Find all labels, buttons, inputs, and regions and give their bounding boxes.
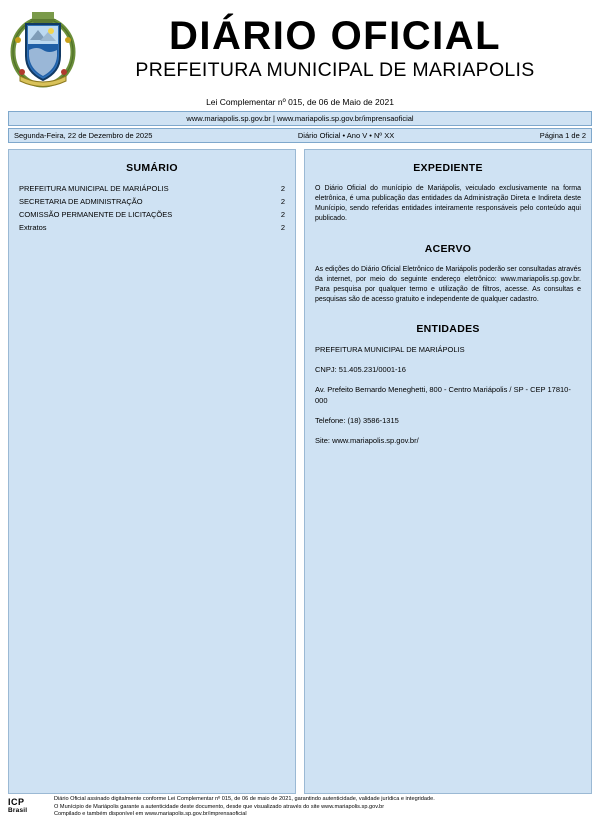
sumario-item-page: 2 [280,223,285,233]
edition-meta-bar [8,128,592,143]
sumario-item-title: PREFEITURA MUNICIPAL DE MARIÁPOLIS [19,184,169,193]
icp-bottom-label: Brasil [8,807,28,815]
footer-line-1: Diário Oficial assinado digitalmente conforme Lei Complementar nº 015, de 06 de maio de 2021, garantindo autenticidade, validade jurídica e integridade. [54,796,435,803]
footer-text [54,796,592,819]
entidade-phone: Telefone: (18) 3586-1315 [315,415,399,425]
page-title: DIÁRIO OFICIAL [168,13,502,58]
sumario-item-title: SECRETARIA DE ADMINISTRAÇÃO [19,197,143,207]
publication-date: Segunda-Feira, 22 de Dezembro de 2025 [14,131,153,140]
footer [8,796,592,819]
icp-brasil-seal-icon [8,796,48,814]
sumario-item-page: 2 [280,210,285,220]
entidade-address: Av. Prefeito Bernardo Meneghetti, 800 - Centro Mariápolis / SP - CEP 17810-000 [315,384,571,405]
sumario-heading: SUMÁRIO [126,162,178,174]
acervo-heading: ACERVO [424,242,472,255]
masthead-text [76,13,590,82]
sumario-panel [8,149,296,794]
entidade-cnpj: CNPJ: 51.405.231/0001-16 [315,365,406,374]
page-number: Página 1 de 2 [539,131,586,140]
sumario-list [19,184,285,234]
expediente-panel [304,149,592,794]
icp-top-label: ICP [8,797,25,808]
masthead [8,6,592,90]
list-item[interactable] [19,210,285,220]
coat-of-arms-icon [10,10,76,88]
sumario-item-title: Extratos [19,223,47,233]
list-item[interactable] [19,223,285,233]
sumario-item-title: COMISSÃO PERMANENTE DE LICITAÇÕES [19,210,173,220]
list-item[interactable] [19,197,285,207]
edition-label: Diário Oficial • Ano V • Nº XX [297,131,395,140]
expediente-text: O Diário Oficial do munícipio de Mariápolis, veiculado exclusivamente na forma eletrônica, é uma publicação das entidades da Administração Direta e Indireta deste Munícipio, sendo referidas entidades inteiramente responsáveis pelo conteúdo aqui publicado. [315,185,581,223]
website-url-bar: www.mariapolis.sp.gov.br | www.mariapolis.sp.gov.br/imprensaoficial [8,111,592,126]
sumario-item-page: 2 [280,184,285,193]
footer-line-2: O Munícipio de Mariápolis garante a autenticidade deste documento, desde que visualizado através do site www.mariapolis.sp.gov.br [54,803,385,810]
expediente-heading: EXPEDIENTE [413,162,483,174]
entidade-site[interactable]: Site: www.mariapolis.sp.gov.br/ [315,435,419,445]
entidade-name: PREFEITURA MUNICIPAL DE MARIÁPOLIS [315,345,465,355]
acervo-text: As edições do Diário Oficial Eletrônico de Mariápolis poderão ser consultadas através da internet, por meio do seguinte endereço eletrônico: www.mariapolis.sp.gov.br. Para pesquisa por qualquer termo e utilização de filtros, acesse. As consultas e pesquisas são de acesso gratuito e independente de qualquer cadastro. [315,265,581,303]
entidades-heading: ENTIDADES [416,323,480,336]
list-item[interactable] [19,184,285,194]
content-columns [8,149,592,794]
sumario-item-page: 2 [280,197,285,207]
law-reference: Lei Complementar nº 015, de 06 de Maio de 2021 [206,97,394,107]
footer-line-3: Compilado e também disponível em www.mariapolis.sp.gov.br/imprensaoficial [54,811,247,818]
page-subtitle: PREFEITURA MUNICIPAL DE MARIAPOLIS [135,58,535,81]
